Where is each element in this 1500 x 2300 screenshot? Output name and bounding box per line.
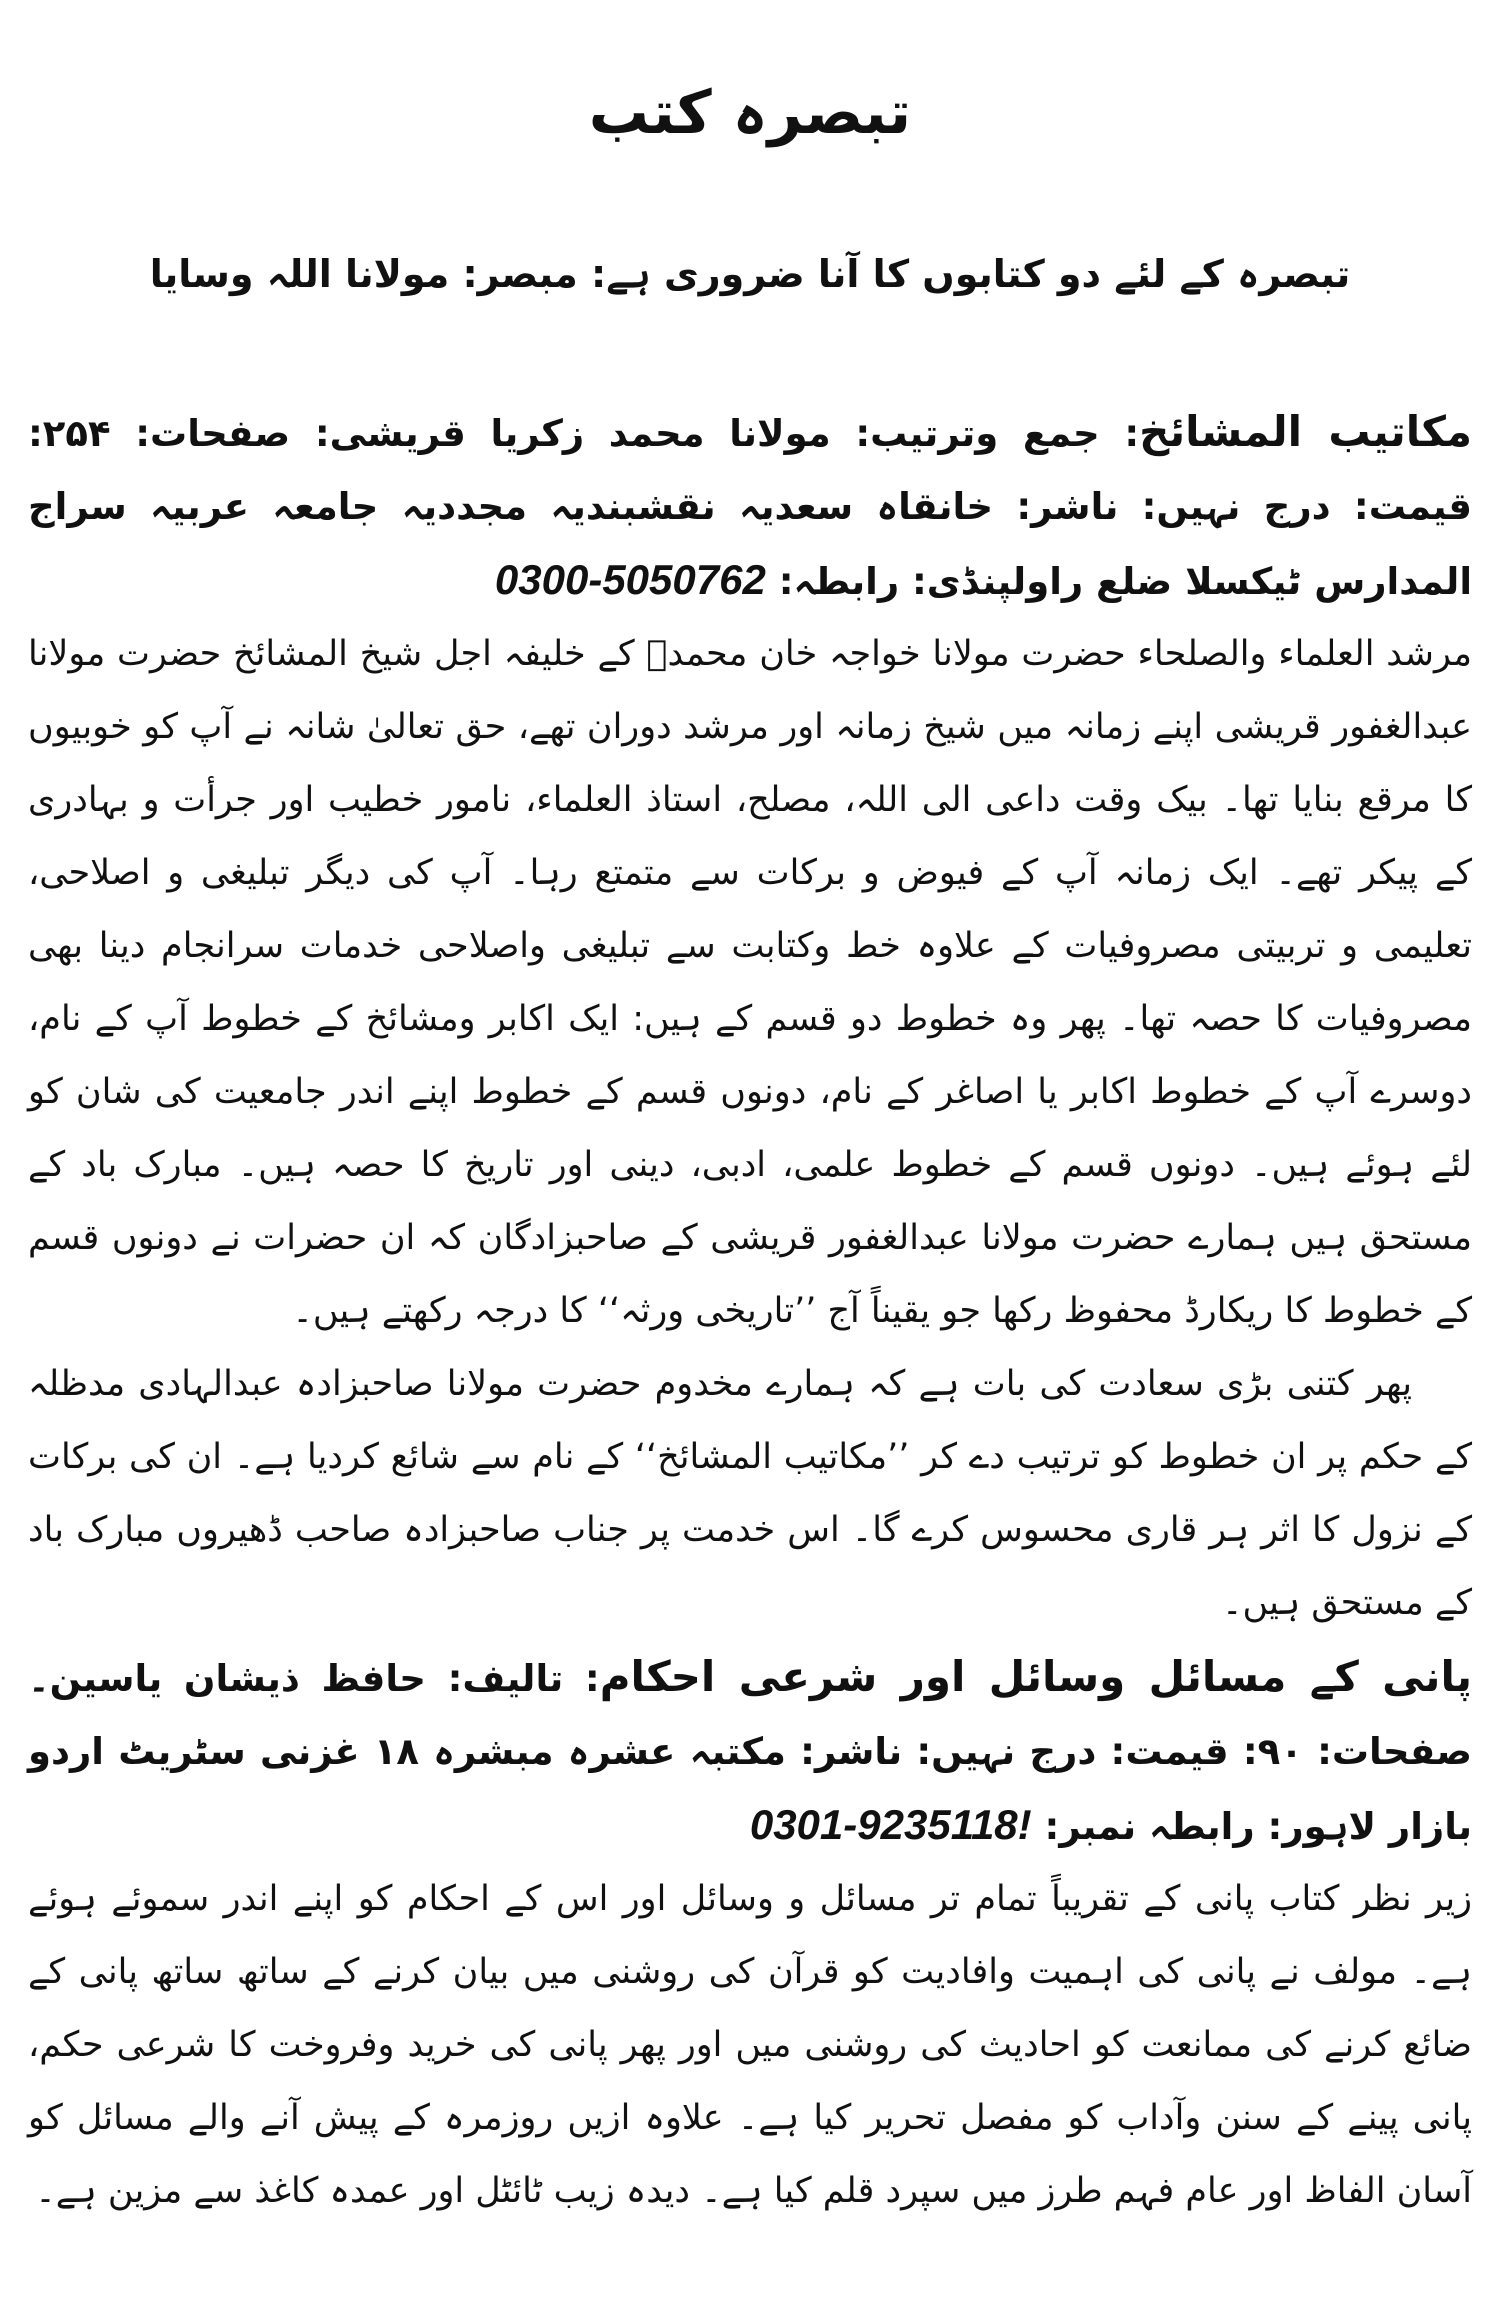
page-subtitle: تبصرہ کے لئے دو کتابوں کا آنا ضروری ہے: مبصر: مولانا اللہ وسایا xyxy=(149,252,1351,296)
book1-phone: 0300-5050762 xyxy=(494,556,766,603)
page-title: تبصرہ کتب xyxy=(588,78,912,148)
book2-title: پانی کے مسائل وسائل اور شرعی احکام xyxy=(599,1652,1472,1701)
article-body xyxy=(28,395,1472,2228)
book1-review-paragraph-2: پھر کتنی بڑی سعادت کی بات ہے کہ ہمارے مخدوم حضرت مولانا صاحبزادہ عبدالہادی مدظلہ کے حکم پر ان خطوط کو ترتیب دے کر ’’مکاتیب المشائخ‘‘ کے نام سے شائع کردیا ہے۔ ان کی برکات کے نزول کا اثر ہر قاری محسوس کرے گا۔ اس خدمت پر جناب صاحبزادہ صاحب ڈھیروں مبارک باد کے مستحق ہیں۔ xyxy=(28,1364,1472,1623)
book1-title: مکاتیب المشائخ xyxy=(1139,407,1472,456)
book1-meta: : جمع وترتیب: مولانا محمد زکریا قریشی: صفحات: ۲۵۴: قیمت: درج نہیں: ناشر: خانقاہ سعدیہ نقشبندیہ مجددیہ جامعہ عربیہ سراج المدارس ٹیکسلا ضلع راولپنڈی: رابطہ: xyxy=(28,412,1472,603)
book1-review-paragraph-1: مرشد العلماء والصلحاء حضرت مولانا خواجہ خان محمدؒ کے خلیفہ اجل شیخ المشائخ حضرت مولانا عبدالغفور قریشی اپنے زمانہ میں شیخ زمانہ اور مرشد دوران تھے، حق تعالیٰ شانہ نے آپ کو خوبیوں کا مرقع بنایا تھا۔ بیک وقت داعی الی اللہ، مصلح، استاذ العلماء، نامور خطیب اور جرأت و بہادری کے پیکر تھے۔ ایک زمانہ آپ کے فیوض و برکات سے متمتع رہا۔ آپ کی دیگر تبلیغی و اصلاحی، تعلیمی و تربیتی مصروفیات کے علاوہ خط وکتابت سے تبلیغی واصلاحی خدمات سرانجام دینا بھی مصروفیات کا حصہ تھا۔ پھر وہ خطوط دو قسم کے ہیں: ایک اکابر ومشائخ کے خطوط آپ کے نام، دوسرے آپ کے خطوط اکابر یا اصاغر کے نام، دونوں قسم کے خطوط اپنے اندر جامعیت کی شان کو لئے ہوئے ہیں۔ دونوں قسم کے خطوط علمی، ادبی، دینی اور تاریخ کا حصہ ہیں۔ مبارک باد کے مستحق ہیں ہمارے حضرت مولانا عبدالغفور قریشی کے صاحبزادگان کہ ان حضرات نے دونوں قسم کے خطوط کا ریکارڈ محفوظ رکھا جو یقیناً آج ’’تاریخی ورثہ‘‘ کا درجہ رکھتے ہیں۔ xyxy=(28,634,1472,1331)
book2-header xyxy=(28,1640,1472,1863)
book1-header xyxy=(28,395,1472,618)
book2-meta: : تالیف: حافظ ذیشان یاسین۔ صفحات: ۹۰: قیمت: درج نہیں: ناشر: مکتبہ عشرہ مبشرہ ۱۸ غزنی سٹریٹ اردو بازار لاہور: رابطہ نمبر: xyxy=(28,1657,1472,1848)
book2-phone: 0301-9235118! xyxy=(749,1801,1032,1848)
book2-review-paragraph: زیر نظر کتاب پانی کے تقریباً تمام تر مسائل و وسائل اور اس کے احکام کو اپنے اندر سموئے ہوئے ہے۔ مولف نے پانی کی اہمیت وافادیت کو قرآن کی روشنی میں بیان کرنے کے ساتھ ساتھ پانی کے ضائع کرنے کی ممانعت کو احادیث کی روشنی میں اور پھر پانی کی خرید وفروخت کا شرعی حکم، پانی پینے کے سنن وآداب کو مفصل تحریر کیا ہے۔ علاوہ ازیں روزمرہ کے پیش آنے والے مسائل کو آسان الفاظ اور عام فہم طرز میں سپرد قلم کیا ہے۔ دیدہ زیب ٹائٹل اور عمدہ کاغذ سے مزین ہے۔ xyxy=(28,1879,1472,2211)
page-container xyxy=(28,0,1472,2300)
